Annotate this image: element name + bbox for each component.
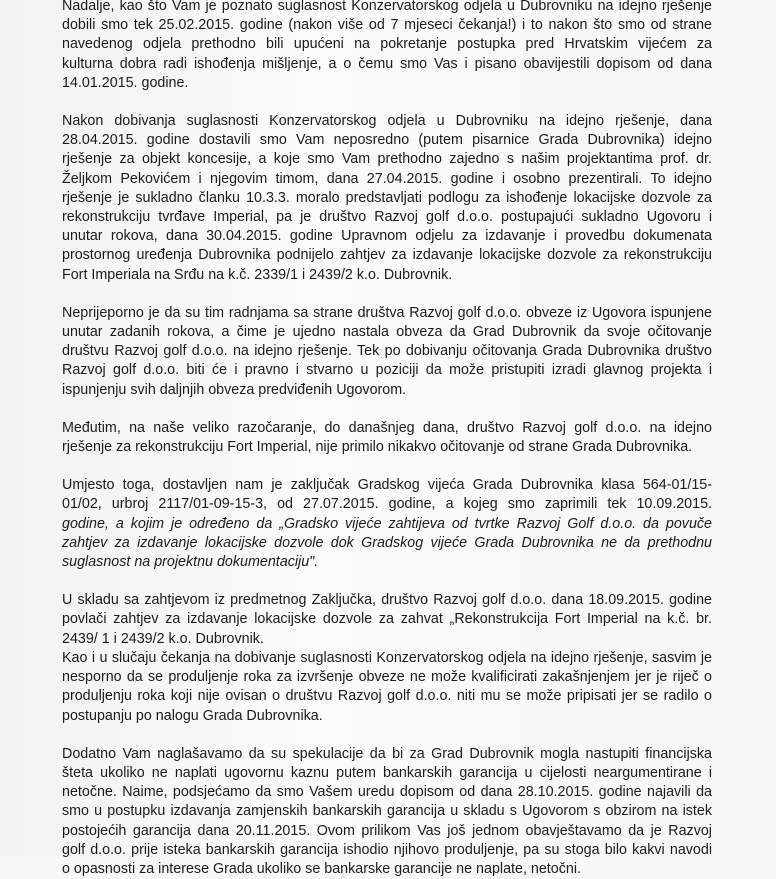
text-line: rješenje je sukladno članku 10.3.3. moralo predstavljati podlogu za ishođenje lokacijske dozvole za	[62, 189, 712, 206]
paragraph-gap	[62, 572, 712, 591]
text-line: društvu Razvoj golf d.o.o. na idejno rješenje. Tek po dobivanju očitovanja Grada Dubrovnika društvo	[62, 343, 712, 360]
letter-body	[62, 0, 712, 879]
text-line: prostornog uređenja Dubrovnika podnijelo zahtjev za izdavanje lokacijske dozvole za rekonstrukciju	[62, 247, 712, 264]
text-line: 01/02, urbroj 2117/01-09-15-3, od 27.07.2015. godine, a kojeg smo zaprimili tek 10.09.2015.	[62, 496, 712, 513]
text-line: ispunjenju svih daljnjih obveza predviđenih Ugovorom.	[62, 381, 407, 398]
text-line: Nadalje, kao što Vam je poznato suglasnost Konzervatorskog odjela u Dubrovniku na idejno rješenje	[62, 0, 712, 14]
text-line: Fort Imperiala na Srđu na k.č. 2339/1 i 2439/2 k.o. Dubrovnik.	[62, 266, 453, 283]
text-line: netočne. Naime, podsjećamo da smo Vašem uredu dopisom od dana 28.10.2015. godine najavili da	[62, 784, 712, 801]
text-line: rješenje za objekt koncesije, a koje smo Vam prethodno zajedno s našim projektantima prof. dr.	[62, 151, 712, 168]
text-line: o opasnosti za interese Grada ukoliko se bankarske garancije ne naplate, netočni.	[62, 860, 581, 877]
paragraph-gap	[62, 726, 712, 745]
paragraph-gap	[62, 457, 712, 476]
paragraph-razocaranje	[62, 419, 712, 457]
text-line: nesporno da se produljenje roka za izvršenje obveze ne može kvalificirati zakašnjenjem jer je riječ o	[62, 669, 712, 686]
paragraph-garancije	[62, 745, 712, 879]
text-line: postupanju po nalogu Grada Dubrovnika.	[62, 707, 323, 724]
text-line: U skladu sa zahtjevom iz predmetnog Zaključka, društvo Razvoj golf d.o.o. dana 18.09.2015. godine	[62, 592, 712, 609]
paragraph-suglasnost	[62, 0, 712, 93]
text-line: Međutim, na naše veliko razočaranje, do današnjeg dana, društvo Razvoj golf d.o.o. na idejno	[62, 419, 712, 436]
text-line: 14.01.2015. godine.	[62, 74, 189, 91]
text-line: unutar rokova, dana 30.04.2015. godine Upravnom odjelu za izdavanje i provedbu dokumenata	[62, 228, 712, 245]
text-line-quote: godine, a kojim je određeno da „Gradsko vijeće zahtijeva od tvrtke Razvoj Golf d.o.o. da povuče	[62, 515, 712, 532]
text-line: 2439/ 1 i 2439/2 k.o. Dubrovnik.	[62, 630, 264, 647]
text-line: rekonstrukciju tvrđave Imperial, pa je društvo Razvoj golf d.o.o. postupajući sukladno Ugovoru i	[62, 209, 712, 226]
text-line: Nakon dobivanja suglasnosti Konzervatorskog odjela u Dubrovniku na idejno rješenje, dana	[62, 113, 712, 130]
text-line: produljenju roka koji nije ovisan o društvu Razvoj golf d.o.o. niti mu se može pripisati jer se radilo o	[62, 688, 712, 705]
text-line: Dodatno Vam naglašavamo da su spekulacije da bi za Grad Dubrovnik mogla nastupiti financijska	[62, 745, 712, 762]
paragraph-gap	[62, 93, 712, 112]
paragraph-gap	[62, 285, 712, 304]
text-line: Željkom Pekovićem i njegovim timom, dana 27.04.2015. godine i osobno prezentirali. To idejno	[62, 170, 712, 187]
paragraph-idejno-rjesenje	[62, 112, 712, 285]
text-line: unutar zadanih rokova, a čime je ujedno nastala obveza da Grad Dubrovnik da svoje očitovanje	[62, 324, 712, 341]
text-line: povlači zahtjev za izdavanje lokacijske dozvole za zahvat „Rekonstrukcija Fort Imperial na k.č. br.	[62, 611, 712, 628]
text-line-quote: zahtjev za izdavanje lokacijske dozvole dok Gradskog vijeće Grada Dubrovnika ne da prethodnu	[62, 534, 712, 551]
text-line: postojećih garancija dana 20.11.2015. Ovom prilikom Vas još jednom obavještavamo da je Razvoj	[62, 822, 712, 839]
paragraph-povlacenje-zahtjeva	[62, 591, 712, 725]
text-line: dobili smo tek 25.02.2015. godine (nakon više od 7 mjeseci čekanja!) i to nakon što smo od strane	[62, 17, 712, 34]
text-line: Umjesto toga, dostavljen nam je zaključak Gradskog vijeća Grada Dubrovnika klasa 564-01/15-	[62, 477, 712, 494]
paragraph-zakljucak	[62, 476, 712, 572]
text-line: kulturna dobra radi ishođenja mišljenje, a o čemu smo Vas i pisano obavijestili dopisom od dana	[62, 55, 712, 72]
text-line: Neprijeporno je da su tim radnjama sa strane društva Razvoj golf d.o.o. obveze iz Ugovora ispunjene	[62, 304, 712, 321]
text-line: 28.04.2015. godine dostavili smo Vam neposredno (putem pisarnice Grada Dubrovnika) idejno	[62, 132, 712, 149]
text-line-quote: suglasnost na projektnu dokumentaciju".	[62, 554, 319, 571]
paragraph-gap	[62, 400, 712, 419]
text-line: golf d.o.o. prije isteka bankarskih garancija ishodio njihovo produljenje, pa su stoga bilo kakvi navodi	[62, 841, 712, 858]
text-line: smo u postupku izdavanja zamjenskih bankarskih garancija u skladu s Ugovorom s obzirom na istek	[62, 803, 712, 820]
paragraph-obveze	[62, 304, 712, 400]
text-line: navedenog odjela prethodno bili upućeni na pokretanje postupka pred Hrvatskim vijećem za	[62, 36, 712, 53]
text-line: šteta ukoliko ne naplati ugovornu kaznu putem bankarskih garancija u cijelosti neargumentirane i	[62, 764, 712, 781]
text-line: rješenje za rekonstrukciju Fort Imperial, nije primilo nikakvo očitovanje od strane Grada Dubrovnika.	[62, 439, 693, 456]
text-line: Razvoj golf d.o.o. biti će i pravno i stvarno u poziciji da može pristupiti izradi glavnog projekta i	[62, 362, 712, 379]
text-line: Kao i u slučaju čekanja na dobivanje suglasnosti Konzervatorskog odjela na idejno rješenje, sasvim je	[62, 649, 712, 666]
